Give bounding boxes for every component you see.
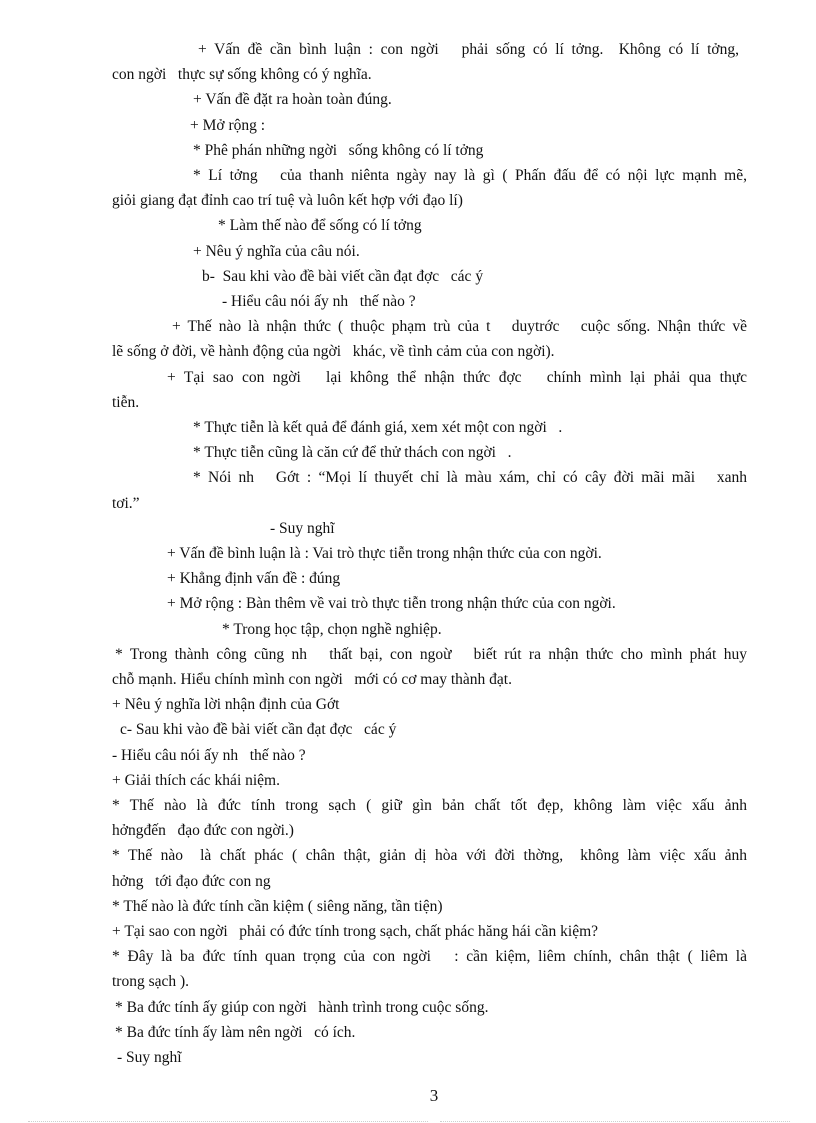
text-line: * Thế nào là đức tính cần kiệm ( siêng năng, tần tiện) [112,898,443,915]
text-line: * Thực tiễn là kết quả để đánh giá, xem xét một con ngời . [193,419,563,436]
text-line: hởngđến đạo đức con ngời.) [112,822,294,839]
text-line: con ngời thực sự sống không có ý nghĩa. [112,66,372,83]
text-line: - Suy nghĩ [117,1049,182,1066]
text-line: + Tại sao con ngời phải có đức tính trong sạch, chất phác hăng hái cần kiệm? [112,923,599,940]
text-line: + Vấn đề cần bình luận : con ngời phải sống có lí tởng. Không có lí tởng, [198,41,739,58]
text-line: + Nêu ý nghĩa lời nhận định của Gớt [112,696,340,713]
text-line: hởng tới đạo đức con ng [112,873,271,890]
text-line: - Suy nghĩ [270,520,335,537]
text-line: * Trong thành công cũng nh thất bại, con ngoừ biết rút ra nhận thức cho mình phát huy [115,646,747,663]
text-line: + Mở rộng : [190,117,266,134]
text-line: + Thế nào là nhận thức ( thuộc phạm trù của t duytrớc cuộc sống. Nhận thức về [172,318,747,335]
text-line: - Hiểu câu nói ấy nh thế nào ? [222,293,416,310]
text-line: * Ba đức tính ấy giúp con ngời hành trình trong cuộc sống. [115,999,489,1016]
text-line: * Làm thế nào để sống có lí tởng [218,217,422,234]
text-line: * Nói nh Gớt : “Mọi lí thuyết chỉ là màu xám, chỉ có cây đời mãi mãi xanh [193,469,747,486]
text-line: * Thế nào là chất phác ( chân thật, giản dị hòa với đời thờng, không làm việc xấu ảnh [112,847,747,864]
text-line: - Hiểu câu nói ấy nh thế nào ? [112,747,306,764]
text-line: * Ba đức tính ấy làm nên ngời có ích. [115,1024,356,1041]
text-line: * Đây là ba đức tính quan trọng của con ngời : cần kiệm, liêm chính, chân thật ( liêm là [112,948,747,965]
text-line: * Thế nào là đức tính trong sạch ( giữ gìn bản chất tốt đẹp, không làm việc xấu ảnh [112,797,747,814]
footer-divider [28,1121,428,1122]
text-line: + Mở rộng : Bàn thêm về vai trò thực tiễn trong nhận thức của con ngời. [167,595,616,612]
text-line: lẽ sống ở đời, về hành động của ngời khác, về tình cảm của con ngời). [112,343,555,360]
page-number: 3 [429,1086,439,1105]
text-line: * Lí tởng của thanh niênta ngày nay là gì ( Phấn đấu để có nội lực mạnh mẽ, [193,167,747,184]
text-line: * Thực tiễn cũng là căn cứ để thử thách con ngời . [193,444,512,461]
text-line: + Khẳng định vấn đề : đúng [167,570,341,587]
footer-divider [440,1121,790,1122]
text-line: trong sạch ). [112,973,190,990]
text-line: tiễn. [112,394,140,411]
text-line: + Tại sao con ngời lại không thể nhận thức đợc chính mình lại phải qua thực [167,369,747,386]
text-line: + Nêu ý nghĩa của câu nói. [193,243,360,260]
text-line: chỗ mạnh. Hiểu chính mình con ngời mới có cơ may thành đạt. [112,671,512,688]
text-line: tơi.” [112,495,140,512]
text-line: * Phê phán những ngời sống không có lí tởng [193,142,484,159]
text-line: b- Sau khi vào đề bài viết cần đạt đợc các ý [202,268,484,285]
text-line: + Vấn đề bình luận là : Vai trò thực tiễn trong nhận thức của con ngời. [167,545,602,562]
text-line: + Giải thích các khái niệm. [112,772,280,789]
text-line: c- Sau khi vào đề bài viết cần đạt đợc các ý [120,721,397,738]
text-line: * Trong học tập, chọn nghề nghiệp. [222,621,442,638]
text-line: + Vấn đề đặt ra hoàn toàn đúng. [193,91,392,108]
text-line: giỏi giang đạt đỉnh cao trí tuệ và luôn kết hợp với đạo lí) [112,192,463,209]
